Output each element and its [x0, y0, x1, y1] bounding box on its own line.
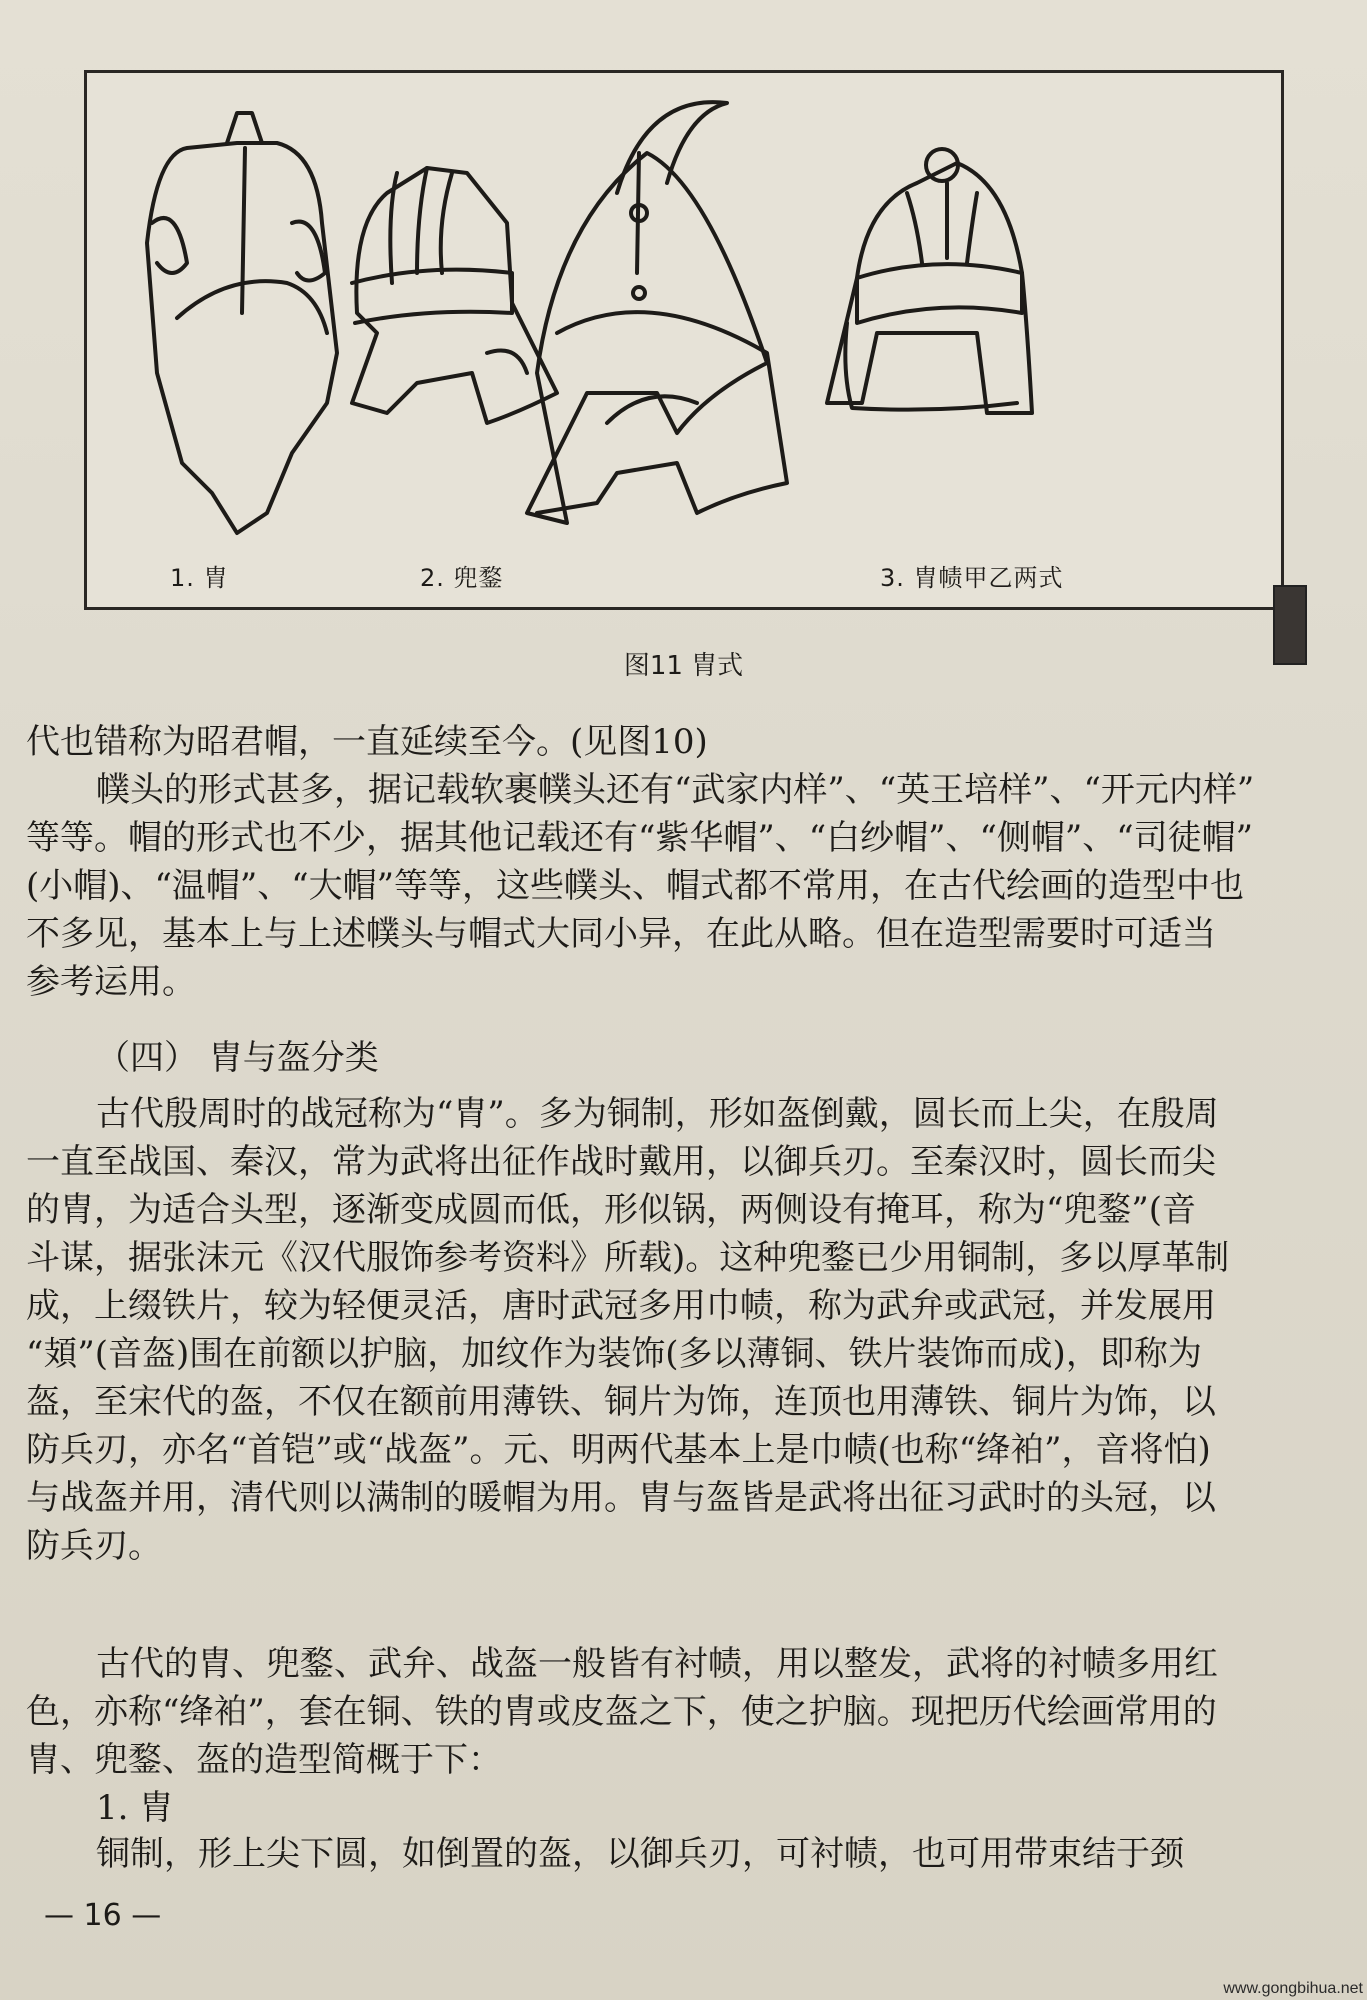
figure-11-illustration — [84, 70, 1284, 610]
paragraph-2 — [26, 1090, 1326, 1570]
paragraph-1 — [26, 718, 1326, 1006]
text-line: 代也错称为昭君帽，一直延续至今。(见图10) — [26, 722, 708, 762]
helmet-2-drawing — [352, 168, 557, 423]
section-heading: （四） 胄与盔分类 — [96, 1038, 379, 1078]
paragraph-3 — [26, 1640, 1326, 1784]
figure-title: 图11 胄式 — [623, 651, 744, 681]
helmet-drawings — [87, 73, 1281, 607]
text-line: 防兵刃，亦名“首铠”或“战盔”。元、明两代基本上是巾帻(也称“绛袙”，音将怕) — [26, 1430, 1211, 1470]
helmet-1-drawing — [147, 113, 337, 533]
page-number: — 16 — — [44, 1898, 162, 1933]
helmet-4-drawing — [827, 149, 1032, 413]
text-line: 等等。帽的形式也不少，据其他记载还有“紫华帽”、“白纱帽”、“侧帽”、“司徒帽” — [26, 818, 1254, 858]
text-line: 古代的胄、兜鍪、武弁、战盔一般皆有衬帻，用以整发，武将的衬帻多用红 — [96, 1644, 1218, 1684]
text-line: 盔，至宋代的盔，不仅在额前用薄铁、铜片为饰，连顶也用薄铁、铜片为饰，以 — [26, 1382, 1216, 1422]
paragraph-4 — [26, 1830, 1326, 1878]
text-line: 一直至战国、秦汉，常为武将出征作战时戴用，以御兵刃。至秦汉时，圆长而尖 — [26, 1142, 1216, 1182]
helmet-3-drawing — [527, 102, 787, 523]
text-line: 不多见，基本上与上述幞头与帽式大同小异，在此从略。但在造型需要时可适当 — [26, 914, 1216, 954]
caption-2: 2. 兜鍪 — [420, 564, 504, 592]
text-line: 斗谋，据张沫元《汉代服饰参考资料》所载)。这种兜鍪已少用铜制，多以厚革制 — [26, 1238, 1230, 1278]
text-line: 幞头的形式甚多，据记载软裹幞头还有“武家内样”、“英王培样”、“开元内样” — [96, 770, 1255, 810]
caption-1: 1. 胄 — [170, 564, 229, 592]
subheading: 1. 胄 — [96, 1788, 174, 1828]
text-line: 铜制，形上尖下圆，如倒置的盔，以御兵刃，可衬帻，也可用带束结于颈 — [96, 1834, 1184, 1874]
text-line: 色，亦称“绛袙”，套在铜、铁的胄或皮盔之下，使之护脑。现把历代绘画常用的 — [26, 1692, 1217, 1732]
text-line: (小帽)、“温帽”、“大帽”等等，这些幞头、帽式都不常用，在古代绘画的造型中也 — [26, 866, 1245, 906]
text-line: 的胄，为适合头型，逐渐变成圆而低，形似锅，两侧设有掩耳，称为“兜鍪”(音 — [26, 1190, 1197, 1230]
text-line: 成，上缀铁片，较为轻便灵活，唐时武冠多用巾帻，称为武弁或武冠，并发展用 — [26, 1286, 1216, 1326]
site-watermark: www.gongbihua.net — [1223, 1980, 1363, 1997]
text-line: 防兵刃。 — [26, 1526, 162, 1566]
caption-3: 3. 胄帻甲乙两式 — [880, 564, 1064, 592]
text-line: “頍”(音盔)围在前额以护脑，加纹作为装饰(多以薄铜、铁片装饰而成)，即称为 — [26, 1334, 1202, 1374]
text-line: 胄、兜鍪、盔的造型简概于下： — [26, 1740, 502, 1780]
text-line: 参考运用。 — [26, 962, 196, 1002]
text-line: 与战盔并用，清代则以满制的暖帽为用。胄与盔皆是武将出征习武时的头冠，以 — [26, 1478, 1216, 1518]
text-line: 古代殷周时的战冠称为“胄”。多为铜制，形如盔倒戴，圆长而上尖，在殷周 — [96, 1094, 1219, 1134]
